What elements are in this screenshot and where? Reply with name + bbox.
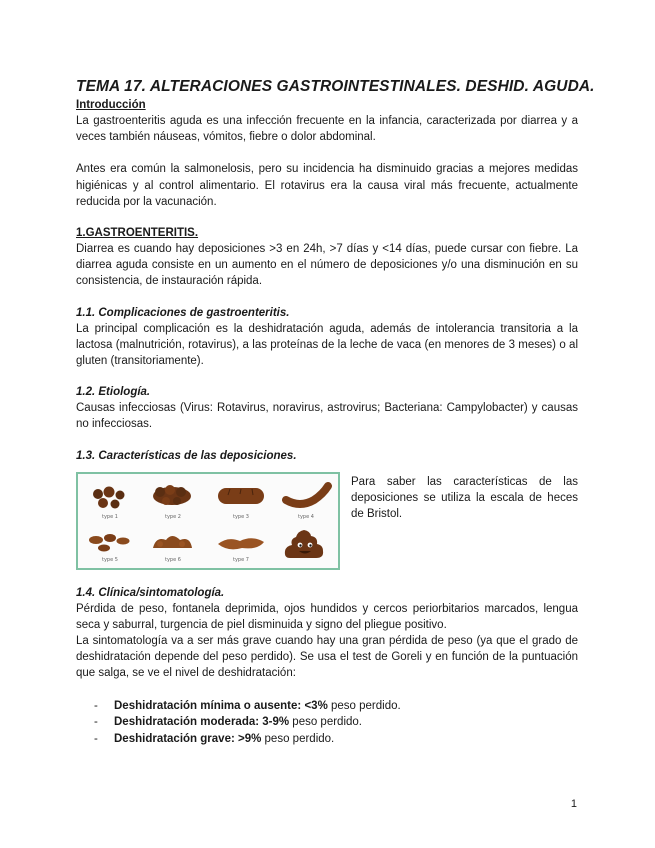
dehydration-level-suffix: peso perdido. xyxy=(327,699,401,712)
dehydration-level-label: Deshidratación moderada xyxy=(114,716,256,729)
stool-type-6-label: type 6 xyxy=(165,556,181,563)
stool-type-1-label: type 1 xyxy=(102,513,118,520)
stool-type-7-icon xyxy=(218,538,264,549)
intro-heading: Introducción xyxy=(76,99,146,111)
bristol-scale-row xyxy=(76,472,578,572)
dehydration-levels-list xyxy=(76,698,578,748)
stool-type-3-label: type 3 xyxy=(233,513,249,520)
section-1-heading: 1.GASTROENTERITIS. xyxy=(76,227,199,240)
bristol-stool-illustration xyxy=(78,474,338,568)
subsection-1-4-paragraph-2: La sintomatología va a ser más grave cuando hay una gran pérdida de peso (ya que el grado de deshidratación depende del peso perdido). Se usa el test de Goreli y en función de la puntuación que salga, se ve el nivel de deshidratación: xyxy=(76,635,578,680)
stool-type-4-label: type 4 xyxy=(298,513,314,520)
dehydration-level-suffix: peso perdido. xyxy=(289,716,362,729)
stool-type-7-label: type 7 xyxy=(233,556,249,563)
stool-type-3-icon xyxy=(218,488,264,504)
dehydration-level-suffix: peso perdido. xyxy=(261,732,335,745)
subsection-1-3-heading: 1.3. Características de las deposiciones. xyxy=(76,449,297,462)
dehydration-level-value: <3% xyxy=(304,699,328,712)
bristol-scale-description: Para saber las características de las deposiciones se utiliza la escala de heces de Bristol. xyxy=(351,475,578,521)
list-dash: - xyxy=(94,699,98,712)
list-dash: - xyxy=(94,716,98,729)
page-number: 1 xyxy=(570,798,577,810)
dehydration-level-label: Deshidratación mínima o ausente: xyxy=(114,699,302,712)
subsection-1-2-heading: 1.2. Etiología. xyxy=(76,386,151,399)
stool-type-5-label: type 5 xyxy=(102,556,118,563)
subsection-1-4-paragraph-1: Pérdida de peso, fontanela deprimida, ojos hundidos y cercos periorbitarios marcados, lengua seca y saburral, turgencia de piel disminuida y signo del pliegue positivo. xyxy=(76,602,578,631)
list-item xyxy=(76,698,578,715)
section-1-paragraph: Diarrea es cuando hay deposiciones >3 en 24h, >7 días y <14 días, puede cursar con fiebre. La diarrea aguda consiste en un aumento en el número de deposiciones y/o una disminución en su consistencia, de instauración rápida. xyxy=(76,243,578,288)
subsection-1-2-paragraph: Causas infecciosas (Virus: Rotavirus, noravirus, astrovirus; Bacteriana: Campylobacter) y causas no infecciosas. xyxy=(76,402,578,431)
document-page xyxy=(76,78,595,747)
intro-paragraph-2: Antes era común la salmonelosis, pero su incidencia ha disminuido gracias a mejores medidas higiénicas y al control alimentario. El rotavirus era la causa viral más frecuente, actualmente reducida por la vacunación. xyxy=(76,163,578,208)
dehydration-level-value: >9% xyxy=(234,732,262,745)
subsection-1-4-heading: 1.4. Clínica/sintomatología. xyxy=(76,586,225,599)
stool-type-6-icon xyxy=(153,536,192,548)
stool-type-2-icon xyxy=(153,485,191,505)
dehydration-level-value: : 3-9% xyxy=(255,716,290,729)
bristol-stool-chart-image xyxy=(76,472,340,570)
subsection-1-1-heading: 1.1. Complicaciones de gastroenteritis. xyxy=(76,306,290,319)
stool-type-2-label: type 2 xyxy=(165,513,181,520)
intro-paragraph-1: La gastroenteritis aguda es una infección frecuente en la infancia, caracterizada por diarrea y a veces también náuseas, vómitos, fiebre o dolor abdominal. xyxy=(76,115,578,144)
subsection-1-1-paragraph: La principal complicación es la deshidratación aguda, además de intolerancia transitoria a la lactosa (malnutrición, rotavirus), a las proteínas de la leche de vaca (en menores de 3 meses) o al gluten (transitoriamente). xyxy=(76,322,578,368)
stool-type-4-icon xyxy=(286,486,328,504)
stool-type-1-icon xyxy=(93,486,125,508)
stool-type-5-icon xyxy=(89,534,130,552)
poop-emoji-icon xyxy=(285,530,323,558)
dehydration-level-label: Deshidratación grave: xyxy=(114,732,235,745)
list-item xyxy=(76,714,578,731)
list-item xyxy=(76,731,578,748)
document-title: TEMA 17. ALTERACIONES GASTROINTESTINALES. DESHID. AGUDA. xyxy=(76,78,595,95)
list-dash: - xyxy=(94,732,98,745)
